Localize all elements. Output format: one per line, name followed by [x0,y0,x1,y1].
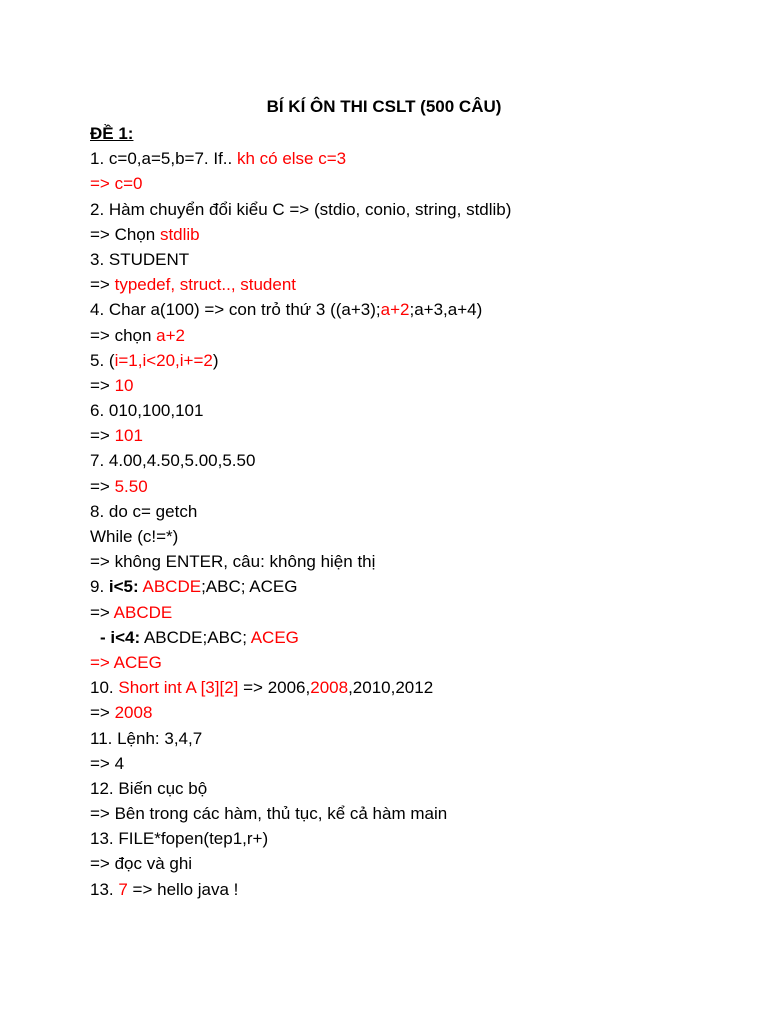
text-line [90,625,730,650]
text-line [90,423,730,448]
text-segment: ;ABC; ACEG [201,577,298,597]
text-segment: 7. 4.00,4.50,5.00,5.50 [90,451,256,471]
text-segment: => 2006, [238,678,311,698]
text-line [90,776,730,801]
text-segment: ;a+3,a+4) [409,300,483,320]
answer-text: 2008 [310,678,349,698]
text-segment: 12. Biến cục bộ [90,778,208,798]
text-segment: 5. ( [90,350,115,370]
text-segment: => [90,426,115,446]
text-segment: 8. do c= getch [90,501,198,521]
text-line [90,650,730,675]
text-line [90,726,730,751]
text-line [90,751,730,776]
text-segment: 9. [90,577,109,597]
text-line [90,373,730,398]
document-title: BÍ KÍ ÔN THI CSLT (500 CÂU) [266,97,502,116]
text-line [90,121,730,146]
answer-text: 2008 [114,703,153,723]
answer-text: typedef, struct.., student [114,275,297,295]
text-segment: => [90,375,115,395]
text-line [90,323,730,348]
answer-text: 7 [118,879,128,899]
text-line [90,675,730,700]
text-segment: 11. Lệnh: 3,4,7 [90,728,203,748]
text-line [90,851,730,876]
answer-text: kh có else c=3 [236,149,347,169]
answer-text: ABCDE [142,577,202,597]
text-segment: => đọc và ghi [90,854,193,874]
answer-text: 5.50 [114,476,148,496]
text-segment: => [90,703,115,723]
answer-text: ABCDE [113,602,173,622]
text-segment: => [90,275,115,295]
text-line [90,801,730,826]
text-segment: ) [212,350,219,370]
text-segment: While (c!=*) [90,527,179,546]
text-segment: 3. STUDENT [90,249,190,269]
text-segment: 13. FILE*fopen(tep1,r+) [90,829,269,849]
text-segment: - i<4: [100,627,141,647]
text-line [90,448,730,473]
answer-text: ACEG [250,627,299,647]
text-segment: => [90,476,115,496]
text-line [90,524,730,549]
answer-text: => c=0 [90,174,143,194]
answer-text: 10 [114,375,134,395]
text-line [90,222,730,247]
text-line [90,146,730,171]
answer-text: a+2 [156,325,186,345]
text-line [90,272,730,297]
text-line [90,474,730,499]
text-line [90,171,730,196]
text-segment: ,2010,2012 [348,678,434,698]
text-segment: => không ENTER, câu: không hiện thị [90,552,376,572]
text-line [90,499,730,524]
text-segment: => [90,602,114,622]
text-segment: 2. Hàm chuyển đổi kiểu C => (stdio, conio, string, stdlib) [90,199,512,219]
text-line [90,348,730,373]
text-segment: 1. c=0,a=5,b=7. If.. [90,149,237,169]
document-body [90,121,730,902]
text-line [90,297,730,322]
text-line [90,700,730,725]
text-segment: 6. 010,100,101 [90,401,204,421]
text-line [90,398,730,423]
answer-text: Short int A [3][2] [118,678,239,698]
answer-text: stdlib [159,224,200,244]
text-segment: => hello java ! [127,879,239,899]
text-segment: => Bên trong các hàm, thủ tục, kể cả hàm main [90,804,448,824]
text-segment: 4. Char a(100) => con trỏ thứ 3 ((a+3); [90,300,381,320]
text-line [90,826,730,851]
text-segment: 10. [90,678,119,698]
text-line [90,574,730,599]
answer-text: 101 [114,426,143,446]
text-line [90,549,730,574]
text-segment: => chọn [90,325,157,345]
text-segment: => 4 [90,753,125,773]
text-line [90,600,730,625]
text-line [90,877,730,902]
answer-text: => ACEG [90,652,162,672]
text-segment: ABCDE;ABC; [140,627,251,647]
text-segment: 13. [90,879,119,899]
text-segment: i<5: [108,577,139,597]
text-line [90,197,730,222]
answer-text: i=1,i<20,i+=2 [114,350,213,370]
text-segment: ĐỀ 1: [90,124,134,143]
text-line [90,247,730,272]
text-segment: => Chọn [90,224,160,244]
answer-text: a+2 [380,300,410,320]
